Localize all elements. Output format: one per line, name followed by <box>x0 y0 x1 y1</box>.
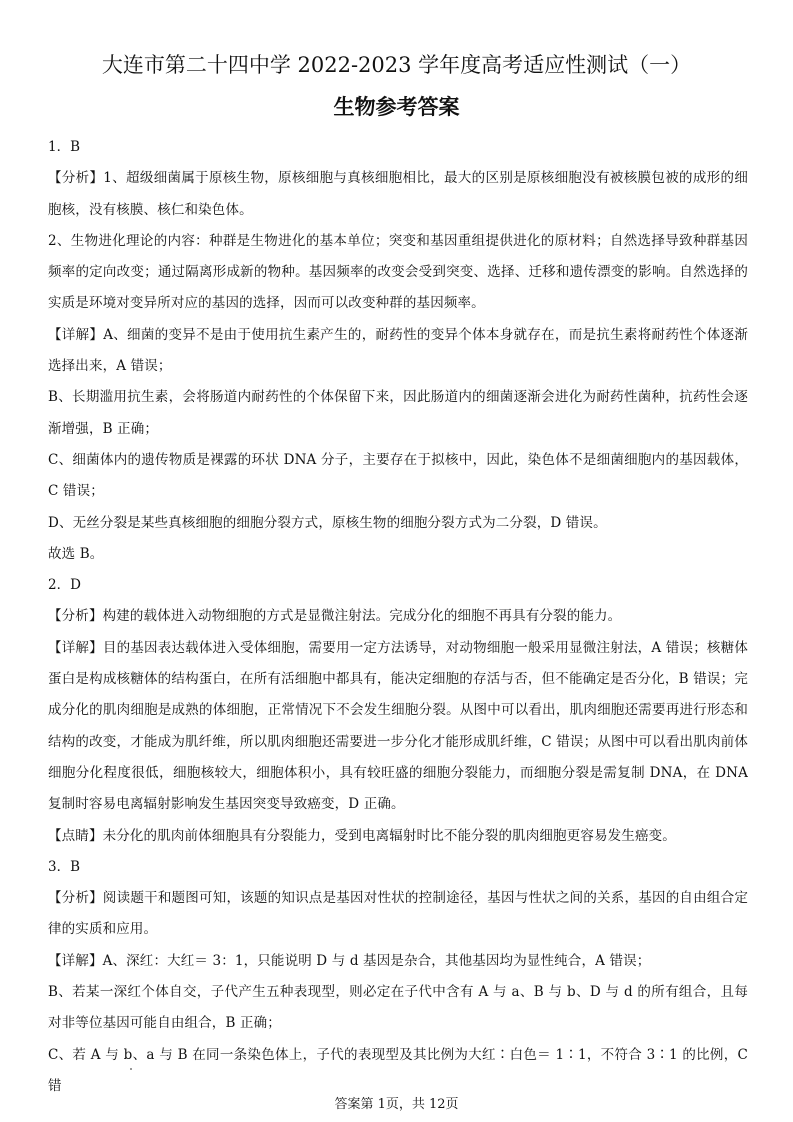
paragraph: 【详解】目的基因表达载体进入受体细胞，需要用一定方法诱导，对动物细胞一般采用显微注射法，A 错误；核糖体蛋白是构成核糖体的结构蛋白，在所有活细胞中都具有，能决定细胞的存活与否，但不能确定是否分化，B 错误；完成分化的肌肉细胞是成熟的体细胞，正常情况下不会发生细胞分裂。从图中可以看出，肌肉细胞还需要再进行形态和结构的改变，才能成为肌纤维，所以肌肉细胞还需要进一步分化才能形成肌纤维，C 错误；从图中可以看出肌肉前体细胞分化程度很低，细胞核较大，细胞体积小，具有较旺盛的细胞分裂能力，而细胞分裂是需复制 DNA，在 DNA 复制时容易电离辐射影响发生基因突变导致癌变，D 正确。 <box>48 639 748 813</box>
paragraph: B、长期滥用抗生素，会将肠道内耐药性的个体保留下来，因此肠道内的细菌逐渐会进化为耐药性菌种，抗药性会逐渐增强，B 正确； <box>48 389 748 437</box>
page-title: 大连市第二十四中学 2022-2023 学年度高考适应性测试（一） <box>101 53 692 77</box>
question-number: 2．D <box>48 577 81 594</box>
paragraph: 【详解】A、细菌的变异不是由于使用抗生素产生的，耐药性的变异个体本身就存在，而是抗生素将耐药性个体逐渐选择出来，A 错误； <box>48 326 748 375</box>
answer-body <box>48 132 748 1102</box>
paragraph: 故选 B。 <box>48 545 104 562</box>
paragraph: D、无丝分裂是某些真核细胞的细胞分裂方式，原核生物的细胞分裂方式为二分裂，D 错误。 <box>48 514 607 531</box>
paragraph: 2、生物进化理论的内容：种群是生物进化的基本单位；突变和基因重组提供进化的原材料；自然选择导致种群基因频率的定向改变；通过隔离形成新的物种。基因频率的改变会受到突变、选择、迁移和遗传漂变的影响。自然选择的实质是环境对变异所对应的基因的选择，因而可以改变种群的基因频率。 <box>48 232 748 312</box>
paragraph: C、细菌体内的遗传物质是裸露的环状 DNA 分子，主要存在于拟核中，因此，染色体不是细菌细胞内的基因载体，C 错误； <box>48 451 748 500</box>
paragraph: 【分析】阅读题干和题图可知，该题的知识点是基因对性状的控制途径，基因与性状之间的关系，基因的自由组合定律的实质和应用。 <box>48 890 748 938</box>
scan-speck <box>130 1068 132 1070</box>
question-number: 1．B <box>48 139 81 155</box>
paragraph: 【分析】构建的载体进入动物细胞的方式是显微注射法。完成分化的细胞不再具有分裂的能力。 <box>48 608 622 625</box>
paragraph: 【分析】1、超级细菌属于原核生物，原核细胞与真核细胞相比，最大的区别是原核细胞没有被核膜包被的成形的细胞核，没有核膜、核仁和染色体。 <box>48 170 748 218</box>
paragraph: B、若某一深红个体自交，子代产生五种表现型，则必定在子代中含有 A 与 a、B 与 b、D 与 d 的所有组合，且每对非等位基因可能自由组合，B 正确； <box>48 984 748 1032</box>
page-footer: 答案第 1页，共 12页 <box>334 1097 459 1112</box>
paragraph: 【详解】A、深红：大红＝ 3：1，只能说明 D 与 d 基因是杂合，其他基因均为显性纯合，A 错误； <box>48 952 651 969</box>
paragraph: C、若 A 与 b、a 与 B 在同一条染色体上，子代的表现型及其比例为大红∶白色＝ 1∶1，不符合 3∶1 的比例，C 错 <box>48 1046 748 1094</box>
question-number: 3．B <box>48 858 81 875</box>
page-subtitle: 生物参考答案 <box>333 95 460 119</box>
paragraph: 【点睛】未分化的肌肉前体细胞具有分裂能力，受到电离辐射时比不能分裂的肌肉细胞更容易发生癌变。 <box>48 827 676 844</box>
